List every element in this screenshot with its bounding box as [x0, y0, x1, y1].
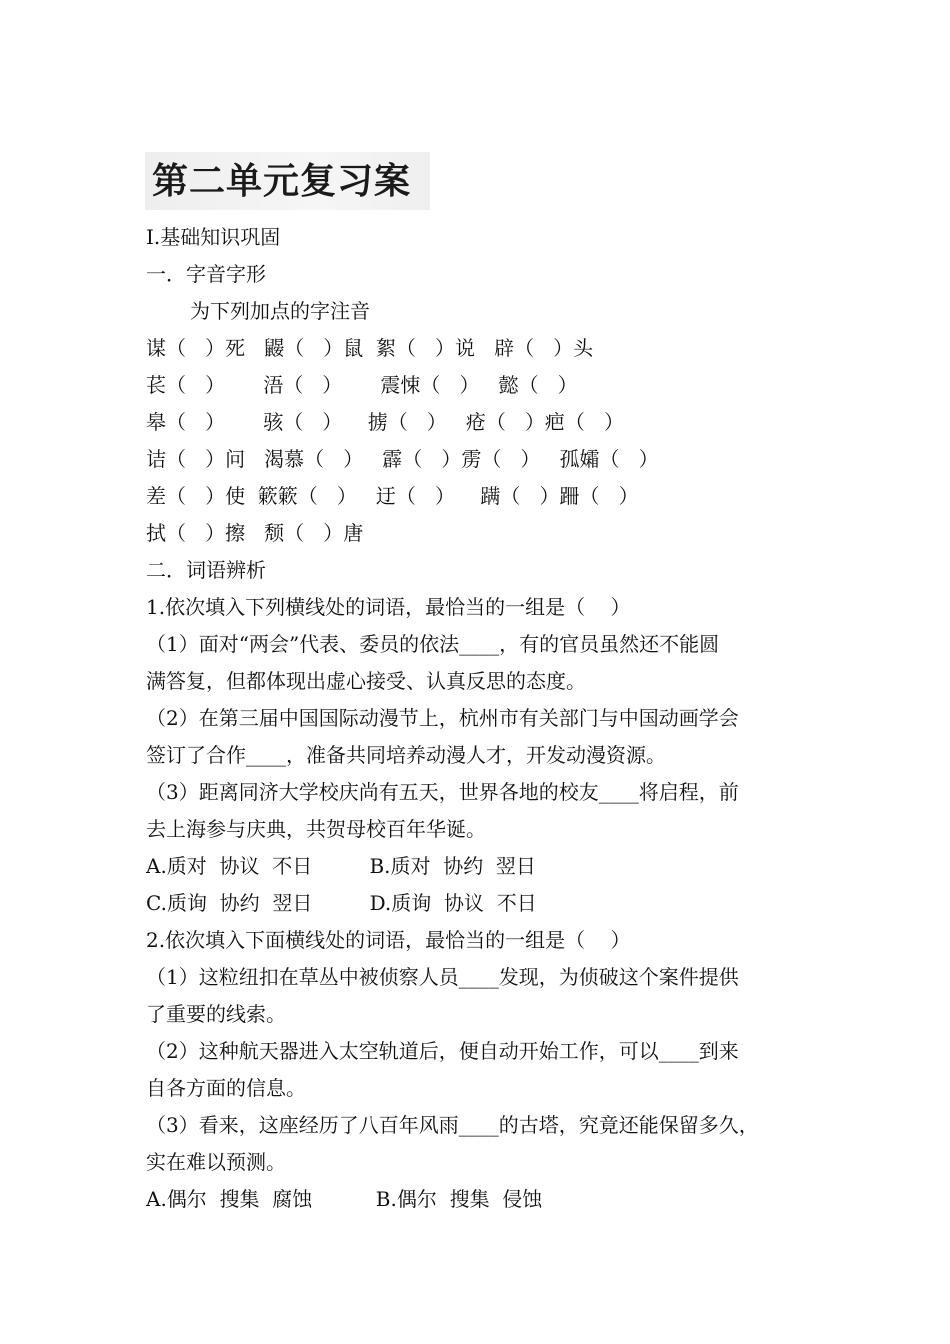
- instruction-text: 为下列加点的字注音: [190, 299, 370, 323]
- pinyin-row-2: 苌（ ） 浯（ ） 震悚（ ） 懿（ ）: [146, 373, 578, 397]
- pinyin-row-4: 诘（ ）问 渴慕（ ） 霹（ ）雳（ ） 孤孀（ ）: [146, 447, 659, 471]
- question-1-stem: 1.依次填入下列横线处的词语，最恰当的一组是（ ）: [146, 595, 631, 619]
- question-2-item-3-cont: 实在难以预测。: [146, 1150, 286, 1174]
- subsection-heading-words: 二．词语辨析: [146, 558, 266, 582]
- question-1-options-cd: C.质询 协约 翌日 D.质询 协议 不日: [146, 891, 537, 915]
- pinyin-row-3: 皋（ ） 骇（ ） 掳（ ） 疮（ ）疤（ ）: [146, 410, 625, 434]
- question-1-options-ab: A.质对 协议 不日 B.质对 协约 翌日: [146, 854, 536, 878]
- question-2-item-2-cont: 自各方面的信息。: [146, 1076, 306, 1100]
- question-1-item-1: （1）面对“两会”代表、委员的依法____，有的官员虽然还不能圆: [146, 632, 720, 656]
- question-2-item-3: （3）看来，这座经历了八百年风雨____的古塔，究竟还能保留多久，: [146, 1113, 759, 1137]
- question-1-item-3-cont: 去上海参与庆典，共贺母校百年华诞。: [146, 817, 486, 841]
- question-1-item-1-cont: 满答复，但都体现出虚心接受、认真反思的态度。: [146, 669, 586, 693]
- pinyin-row-5: 差（ ）使 簌簌（ ） 迂（ ） 蹒（ ）跚（ ）: [146, 484, 639, 508]
- question-1-item-2: （2）在第三届中国国际动漫节上，杭州市有关部门与中国动画学会: [146, 706, 739, 730]
- pinyin-row-6: 拭（ ）擦 颓（ ）唐: [146, 521, 364, 545]
- subsection-heading-pronunciation: 一．字音字形: [146, 262, 266, 286]
- question-2-stem: 2.依次填入下面横线处的词语，最恰当的一组是（ ）: [146, 928, 631, 952]
- question-2-item-1-cont: 了重要的线索。: [146, 1002, 286, 1026]
- section-heading-basics: Ⅰ.基础知识巩固: [146, 225, 281, 249]
- page-title: 第二单元复习案: [152, 161, 412, 202]
- question-1-item-2-cont: 签订了合作____，准备共同培养动漫人才，开发动漫资源。: [146, 743, 666, 767]
- question-2-item-1: （1）这粒纽扣在草丛中被侦察人员____发现，为侦破这个案件提供: [146, 965, 739, 989]
- question-2-item-2: （2）这种航天器进入太空轨道后，便自动开始工作，可以____到来: [146, 1039, 739, 1063]
- question-1-item-3: （3）距离同济大学校庆尚有五天，世界各地的校友____将启程，前: [146, 780, 739, 804]
- question-2-options-ab: A.偶尔 搜集 腐蚀 B.偶尔 搜集 侵蚀: [146, 1187, 543, 1211]
- pinyin-row-1: 谋（ ）死 鼹（ ）鼠 絮（ ）说 辟（ ）头: [146, 336, 594, 360]
